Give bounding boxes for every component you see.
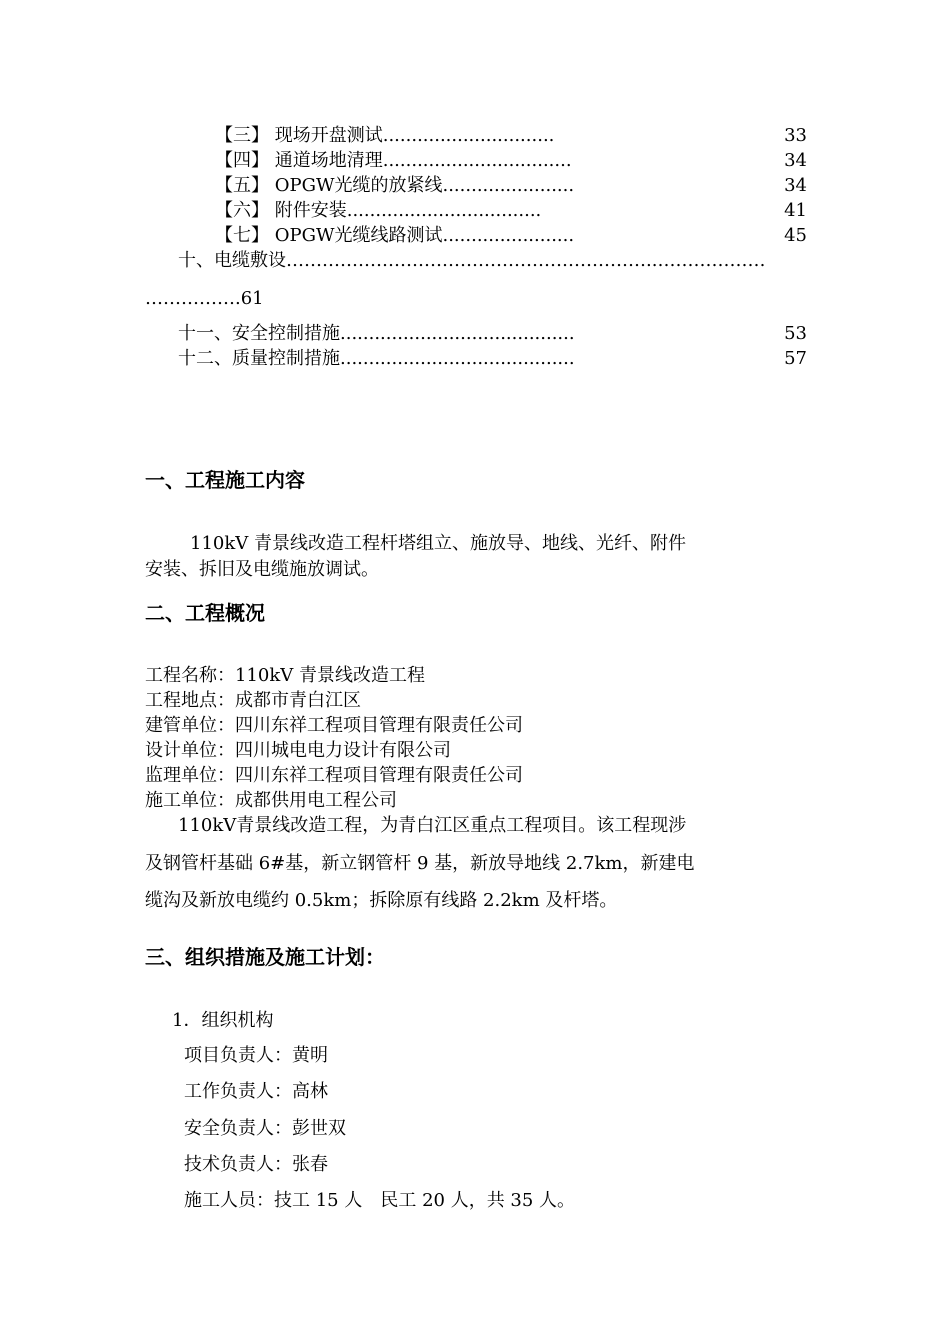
toc-leader: ....................... [442, 175, 575, 196]
toc-label: 【四】 通道场地清理 [215, 150, 383, 171]
toc-page-number: 61 [240, 288, 264, 309]
toc-leader: ……………. [145, 288, 241, 309]
toc-leader: .................................. [346, 200, 542, 221]
toc-page-number: 34 [784, 150, 807, 171]
toc-entry-12[interactable] [178, 347, 807, 371]
toc-page-number: 53 [784, 323, 807, 344]
construction-unit: 施工单位：成都供用电工程公司 [145, 790, 397, 811]
section-1-body-line: 安装、拆旧及电缆施放调试。 [145, 559, 379, 580]
toc-label: 【七】 OPGW光缆线路测试 [215, 225, 443, 246]
design-unit: 设计单位：四川城电电力设计有限公司 [145, 740, 451, 761]
toc-label: 【六】 附件安装 [215, 200, 347, 221]
toc-label: 【三】 现场开盘测试 [215, 125, 383, 146]
section-3-heading: 三、组织措施及施工计划： [145, 945, 385, 969]
toc-leader: ......................................... [340, 323, 575, 344]
construction-staff: 施工人员：技工 15 人 民工 20 人，共 35 人。 [184, 1190, 576, 1211]
toc-page-number: 34 [784, 175, 807, 196]
section-1-body-line: 110kV 青景线改造工程杆塔组立、施放导、地线、光纤、附件 [190, 533, 686, 554]
section-1-heading: 一、工程施工内容 [145, 468, 305, 492]
toc-label: 十一、安全控制措施 [178, 323, 340, 344]
project-description-line: 110kV青景线改造工程，为青白江区重点工程项目。该工程现涉 [178, 815, 687, 836]
safety-leader: 安全负责人：彭世双 [184, 1118, 346, 1139]
toc-entry-10-continuation[interactable] [145, 287, 345, 311]
toc-entry-3[interactable] [215, 124, 807, 148]
toc-label: 【五】 OPGW光缆的放紧线 [215, 175, 443, 196]
toc-entry-11[interactable] [178, 322, 807, 346]
supervision-unit: 监理单位：四川东祥工程项目管理有限责任公司 [145, 765, 523, 786]
toc-leader: ......................................... [340, 348, 575, 369]
toc-entry-10[interactable] [178, 249, 808, 273]
project-description-line: 缆沟及新放电缆约 0.5km；拆除原有线路 2.2km 及杆塔。 [145, 890, 618, 911]
toc-leader: ……………………………………………………..……………… [286, 250, 766, 271]
toc-entry-7[interactable] [215, 224, 807, 248]
toc-leader: ................................. [382, 150, 572, 171]
toc-page-number: 57 [784, 348, 807, 369]
section-2-heading: 二、工程概况 [145, 601, 265, 625]
toc-entry-4[interactable] [215, 149, 807, 173]
toc-label: 十二、质量控制措施 [178, 348, 340, 369]
project-leader: 项目负责人：黄明 [184, 1045, 328, 1066]
project-description-line: 及钢管杆基础 6#基，新立钢管杆 9 基，新放导地线 2.7km，新建电 [145, 853, 695, 874]
toc-leader: .............................. [382, 125, 555, 146]
project-location: 工程地点：成都市青白江区 [145, 690, 361, 711]
toc-label: 十、电缆敷设 [178, 250, 286, 271]
project-name: 工程名称：110kV 青景线改造工程 [145, 665, 425, 686]
toc-entry-5[interactable] [215, 174, 807, 198]
org-structure-title: 1．组织机构 [172, 1010, 274, 1031]
construction-management-unit: 建管单位：四川东祥工程项目管理有限责任公司 [145, 715, 523, 736]
work-leader: 工作负责人：高林 [184, 1081, 328, 1102]
toc-entry-6[interactable] [215, 199, 807, 223]
toc-leader: ....................... [442, 225, 575, 246]
toc-page-number: 41 [784, 200, 807, 221]
technical-leader: 技术负责人：张春 [184, 1154, 328, 1175]
toc-page-number: 33 [784, 125, 807, 146]
toc-page-number: 45 [784, 225, 807, 246]
